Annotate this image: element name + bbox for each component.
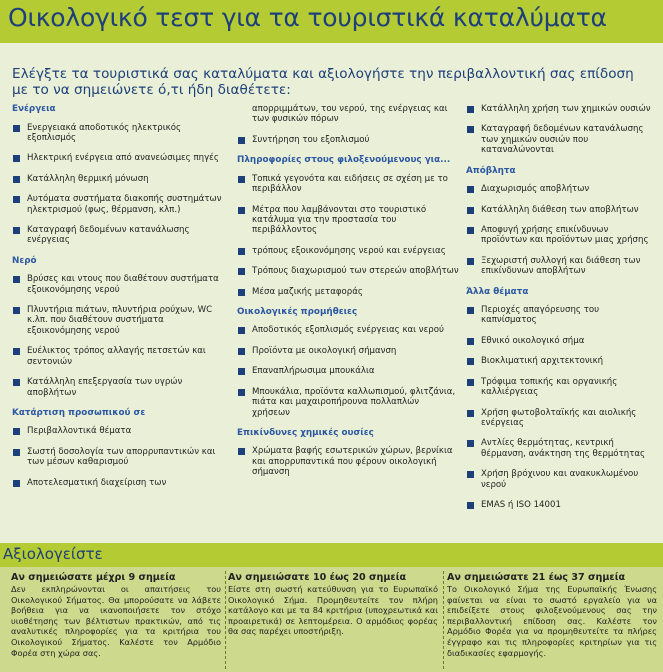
divider (443, 571, 444, 669)
check-item[interactable]: Χρήση φωτοβολταϊκής και αιολικής ενέργειας (466, 408, 656, 429)
assessment-body (0, 567, 663, 672)
check-item[interactable]: Βιοκλιματική αρχιτεκτονική (466, 356, 656, 366)
check-item[interactable]: Κατάλληλη χρήση των χημικών ουσιών (466, 104, 656, 114)
check-item[interactable]: Μέτρα που λαμβάνονται στο τουριστικό κατάλυμα για την προστασία του περιβάλλοντος (237, 205, 459, 236)
check-item[interactable]: Περιοχές απαγόρευσης του καπνίσματος (466, 305, 656, 326)
check-item-continued: απορριμμάτων, του νερού, της ενέργειας και των φυσικών πόρων (252, 104, 448, 125)
score-band-mid (228, 572, 438, 637)
score-band-low (11, 572, 221, 658)
section-water-heading: Νερό (12, 255, 37, 266)
check-item[interactable]: Κατάλληλη διάθεση των αποβλήτων (466, 205, 656, 215)
score-band-text: Είστε στη σωστή κατεύθυνση για το Ευρωπαϊκό Οικολογικό Σήμα. Προμηθευτείτε τον πλήρη κατάλογο και με τα 84 κριτήρια (υποχρεωτικά και προαιρετικά) σε λεπτομέρεια. Ο αρμόδιος φορέας θα σας παρέχει υποστήριξη. (228, 584, 438, 637)
divider (225, 571, 226, 669)
check-item[interactable]: Καταγραφή δεδομένων κατανάλωσης των χημικών ουσιών που καταναλώνονται (466, 124, 656, 155)
score-band-high (447, 572, 657, 658)
column-3 (466, 104, 656, 520)
check-item[interactable]: Τρόπους διαχωρισμού των στερεών αποβλήτων (237, 266, 459, 276)
check-item[interactable]: Κατάλληλη επεξεργασία των υγρών αποβλήτων (12, 377, 226, 398)
check-item[interactable]: Ευέλικτος τρόπος αλλαγής πετσετών και σεντονιών (12, 346, 226, 367)
title-banner (0, 0, 663, 43)
check-item[interactable]: Αποδοτικός εξοπλισμός ενέργειας και νερού (237, 325, 459, 335)
section-info-heading: Πληροφορίες στους φιλοξενούμενους για... (237, 155, 451, 166)
section-chemicals-heading: Επικίνδυνες χημικές ουσίες (237, 427, 374, 438)
check-item[interactable]: Ενεργειακά αποδοτικός ηλεκτρικός εξοπλισμός (12, 123, 226, 144)
column-1 (12, 104, 226, 498)
check-item[interactable]: Προϊόντα με οικολογική σήμανση (237, 346, 459, 356)
check-item[interactable]: Αποφυγή χρήσης επικίνδυνων προϊόντων και προϊόντων μιας χρήσης (466, 225, 656, 246)
check-item[interactable]: Αυτόματα συστήματα διακοπής συστημάτων ηλεκτρισμού (φως, θέρμανση, κλπ.) (12, 194, 226, 215)
assessment-title: Αξιολογείστε (3, 545, 103, 563)
check-item[interactable]: Περιβαλλοντικά θέματα (12, 426, 226, 436)
score-band-heading: Αν σημειώσατε μέχρι 9 σημεία (11, 572, 176, 583)
check-item[interactable]: Τοπικά γεγονότα και ειδήσεις σε σχέση με το περιβάλλον (237, 174, 459, 195)
section-training-heading: Κατάρτιση προσωπικού σε (12, 407, 146, 418)
check-item[interactable]: Σωστή δοσολογία των απορρυπαντικών και των μέσων καθαρισμού (12, 447, 226, 468)
check-item[interactable]: Αντλίες θερμότητας, κεντρική θέρμανση, ανάκτηση της θερμότητας (466, 438, 656, 459)
score-band-heading: Αν σημειώσατε 21 έως 37 σημεία (447, 572, 626, 583)
check-item[interactable]: Εθνικό οικολογικό σήμα (466, 336, 656, 346)
check-item[interactable]: Πλυντήρια πιάτων, πλυντήρια ρούχων, WC κ.λπ. που διαθέτουν συστήματα εξοικονόμησης νερού (12, 305, 226, 336)
section-supplies-heading: Οικολογικές προμήθειες (237, 306, 358, 317)
check-item[interactable]: Χρήση βρόχινου και ανακυκλωμένου νερού (466, 469, 656, 490)
check-item[interactable]: Καταγραφή δεδομένων κατανάλωσης ενέργειας (12, 225, 226, 246)
score-band-heading: Αν σημειώσατε 10 έως 20 σημεία (228, 572, 407, 583)
section-energy-heading: Ενέργεια (12, 104, 56, 114)
check-item[interactable]: Κατάλληλη θερμική μόνωση (12, 174, 226, 184)
check-item[interactable]: EMAS ή ISO 14001 (466, 500, 656, 510)
check-item[interactable]: Τρόφιμα τοπικής και οργανικής καλλιέργειας (466, 377, 656, 398)
assessment-header (0, 543, 663, 567)
check-item[interactable]: Βρύσες και ντους που διαθέτουν συστήματα εξοικονόμησης νερού (12, 274, 226, 295)
intro-text: Ελέγξτε τα τουριστικά σας καταλύματα και αξιολογήστε την περιβαλλοντική σας επίδοση με το να σημειώνετε ό,τι ήδη διαθέτετε: (12, 66, 634, 98)
check-item[interactable]: Διαχωρισμός αποβλήτων (466, 184, 656, 194)
check-item[interactable]: Χρώματα βαφής εσωτερικών χώρων, βερνίκια και απορρυπαντικά που φέρουν οικολογική σήμανση (237, 446, 459, 477)
section-other-heading: Άλλα θέματα (466, 286, 529, 297)
page-title: Οικολογικό τεστ για τα τουριστικά καταλύματα (8, 3, 607, 32)
check-item[interactable]: Μέσα μαζικής μεταφοράς (237, 287, 459, 297)
check-item[interactable]: Ξεχωριστή συλλογή και διάθεση των επικίνδυνων αποβλήτων (466, 256, 656, 277)
check-item[interactable]: Επαναπλήρωσιμα μπουκάλια (237, 366, 459, 376)
check-item[interactable]: Αποτελεσματική διαχείριση των (12, 478, 226, 488)
check-item[interactable]: τρόπους εξοικονόμησης νερού και ενέργειας (237, 246, 459, 256)
score-band-text: Δεν εκπληρώνονται οι απαιτήσεις του Οικολογικού Σήματος. Θα μπορούσατε να λάβετε βοήθεια για να ικανοποιήσετε τον στόχο υιοθέτησης των βέλτιστων πρακτικών, από τις αναλυτικές πληροφορίες για τα κριτήρια του Οικολογικού Σήματος. Καλέστε τον Αρμόδιο Φορέα στη χώρα σας. (11, 584, 221, 658)
check-item[interactable]: Μπουκάλια, προϊόντα καλλωπισμού, φλιτζάνια, πιάτα και μαχαιροπήρουνα πολλαπλών χρήσεων (237, 387, 459, 418)
check-item[interactable]: Ηλεκτρική ενέργεια από ανανεώσιμες πηγές (12, 153, 226, 163)
check-item[interactable]: Συντήρηση του εξοπλισμού (237, 135, 459, 145)
section-waste-heading: Απόβλητα (466, 165, 516, 176)
column-2 (237, 104, 459, 488)
score-band-text: Το Οικολογικό Σήμα της Ευρωπαϊκής Ένωσης φαίνεται να είναι το σωστό εργαλείο για να επιδείξετε στους φιλοξενούμενους σας την περιβαλλοντική επίδοση σας. Καλέστε τον Αρμόδιο Φορέα για να προμηθευτείτε τα πλήρες έγγραφο και τις πληροφορίες κριτηρίων για τις διαδικασίες εφαρμογής. (447, 584, 657, 658)
